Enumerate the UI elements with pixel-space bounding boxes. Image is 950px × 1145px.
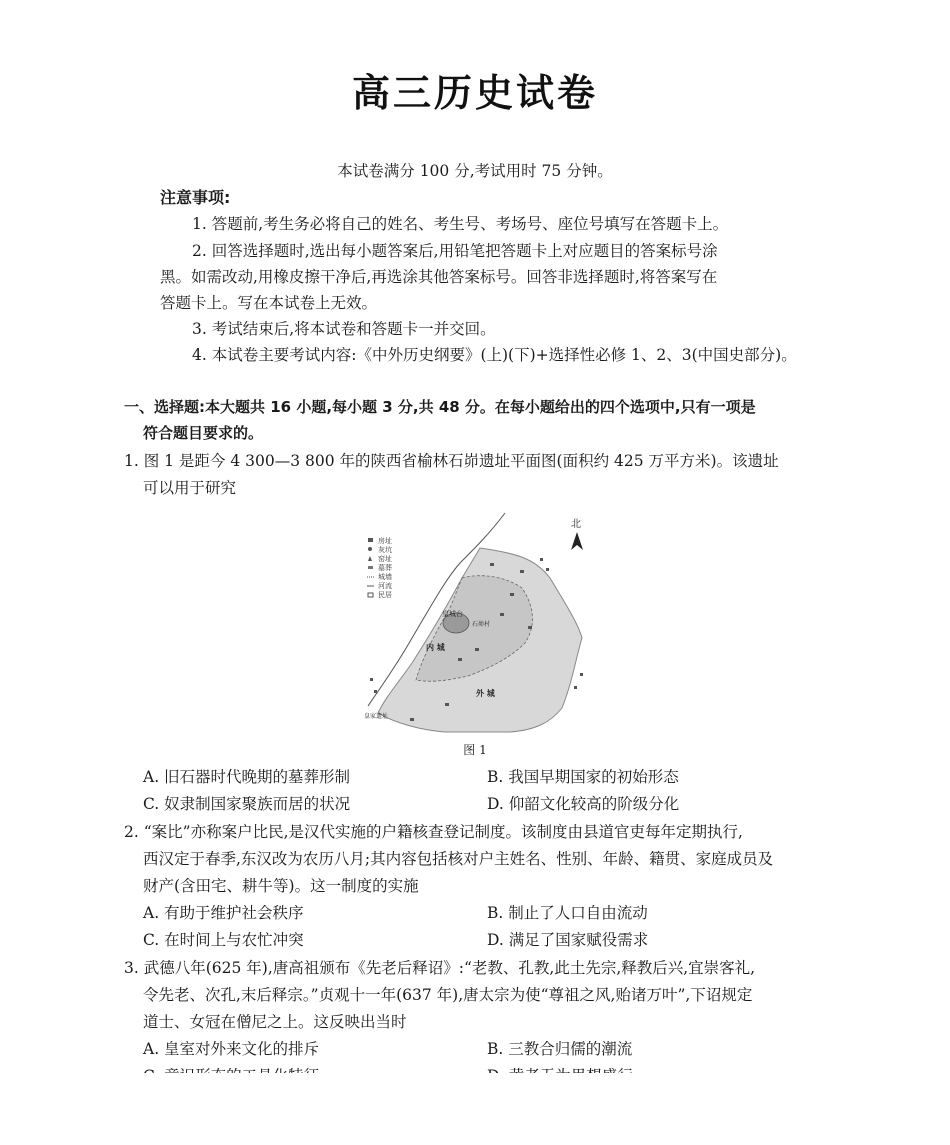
q1-option-b: B. 我国早期国家的初始形态 bbox=[487, 768, 679, 786]
notice-line: 答题卡上。写在本试卷上无效。 bbox=[160, 294, 378, 312]
north-arrow-shape bbox=[571, 532, 583, 550]
legend-item: 河流 bbox=[378, 582, 392, 590]
q2-stem: 财产(含田宅、耕牛等)。这一制度的实施 bbox=[143, 877, 419, 895]
legend-kiln-icon bbox=[368, 556, 372, 561]
village-label: 石峁村 bbox=[472, 621, 491, 628]
north-label: 北 bbox=[571, 519, 581, 530]
q3-stem: 道士、女冠在僧尼之上。这反映出当时 bbox=[143, 1013, 407, 1031]
legend-tomb-icon bbox=[368, 566, 373, 569]
huangchengtai-label: 皇城台 bbox=[442, 610, 463, 618]
q1-option-c: C. 奴隶制国家聚族而居的状况 bbox=[143, 795, 351, 813]
notice-line: 黑。如需改动,用橡皮擦干净后,再选涂其他答案标号。回答非选择题时,将答案写在 bbox=[160, 268, 718, 286]
q3-stem: 令先老、次孔,末后释宗。”贞观十一年(637 年),唐太宗为使“尊祖之风,贻诸万叶”,下诏规定 bbox=[143, 986, 753, 1004]
west-site-label: 皇家遗址 bbox=[364, 713, 389, 720]
q1-stem: 1. 图 1 是距今 4 300—3 800 年的陕西省榆林石峁遗址平面图(面积约 425 万平方米)。该遗址 bbox=[124, 452, 779, 470]
map-legend bbox=[367, 536, 392, 599]
figure-caption: 图 1 bbox=[463, 743, 487, 757]
q3-option-a: A. 皇室对外来文化的排斥 bbox=[143, 1040, 320, 1058]
notice-line: 4. 本试卷主要考试内容:《中外历史纲要》(上)(下)+选择性必修 1、2、3(中国史部分)。 bbox=[192, 346, 797, 364]
q2-stem: 西汉定于春季,东汉改为农历八月;其内容包括核对户主姓名、性别、年龄、籍贯、家庭成员及 bbox=[143, 850, 774, 868]
notice-line: 2. 回答选择题时,选出每小题答案后,用铅笔把答题卡上对应题目的答案标号涂 bbox=[192, 242, 718, 260]
subtitle: 本试卷满分 100 分,考试用时 75 分钟。 bbox=[337, 162, 613, 180]
legend-item: 墓葬 bbox=[378, 564, 392, 572]
q1-option-d: D. 仰韶文化较高的阶级分化 bbox=[487, 795, 680, 813]
north-arrow-icon bbox=[571, 518, 583, 550]
q1-option-a: A. 旧石器时代晚期的墓葬形制 bbox=[143, 768, 351, 786]
q2-option-d: D. 满足了国家赋役需求 bbox=[487, 931, 649, 949]
outer-city-label: 外 城 bbox=[476, 689, 495, 698]
q2-option-c: C. 在时间上与农忙冲突 bbox=[143, 931, 304, 949]
site-map bbox=[350, 508, 620, 743]
q2-option-a: A. 有助于维护社会秩序 bbox=[143, 904, 304, 922]
notice-line: 3. 考试结束后,将本试卷和答题卡一并交回。 bbox=[192, 320, 496, 338]
legend-house-icon bbox=[368, 538, 373, 542]
section-heading-cont: 符合题目要求的。 bbox=[143, 424, 264, 442]
section-heading: 一、选择题:本大题共 16 小题,每小题 3 分,共 48 分。在每小题给出的四个选项中,只有一项是 bbox=[124, 398, 756, 416]
legend-pit-icon bbox=[368, 547, 372, 551]
q3-option-b: B. 三教合归儒的潮流 bbox=[487, 1040, 633, 1058]
page-title: 高三历史试卷 bbox=[351, 71, 598, 115]
q2-option-b: B. 制止了人口自由流动 bbox=[487, 904, 648, 922]
notice-line: 1. 答题前,考生务必将自己的姓名、考生号、考场号、座位号填写在答题卡上。 bbox=[192, 215, 729, 233]
q1-stem: 可以用于研究 bbox=[143, 479, 237, 497]
legend-item: 灰坑 bbox=[378, 546, 392, 554]
legend-item: 房址 bbox=[378, 537, 392, 545]
legend-item: 城墙 bbox=[378, 573, 392, 581]
legend-item: 民居 bbox=[378, 591, 392, 599]
legend-residence-icon bbox=[368, 593, 373, 597]
site-map-figure bbox=[350, 508, 620, 743]
notice-heading: 注意事项: bbox=[160, 188, 231, 207]
q3-stem: 3. 武德八年(625 年),唐高祖颁布《先老后释诏》:“老教、孔教,此土先宗,释教后兴,宜崇客礼, bbox=[124, 959, 756, 977]
inner-city-label: 内 城 bbox=[426, 643, 445, 652]
q2-stem: 2. “案比”亦称案户比民,是汉代实施的户籍核查登记制度。该制度由县道官吏每年定期执行, bbox=[124, 823, 743, 841]
page-crop-edge bbox=[0, 1073, 950, 1145]
legend-item: 窑址 bbox=[378, 555, 392, 563]
